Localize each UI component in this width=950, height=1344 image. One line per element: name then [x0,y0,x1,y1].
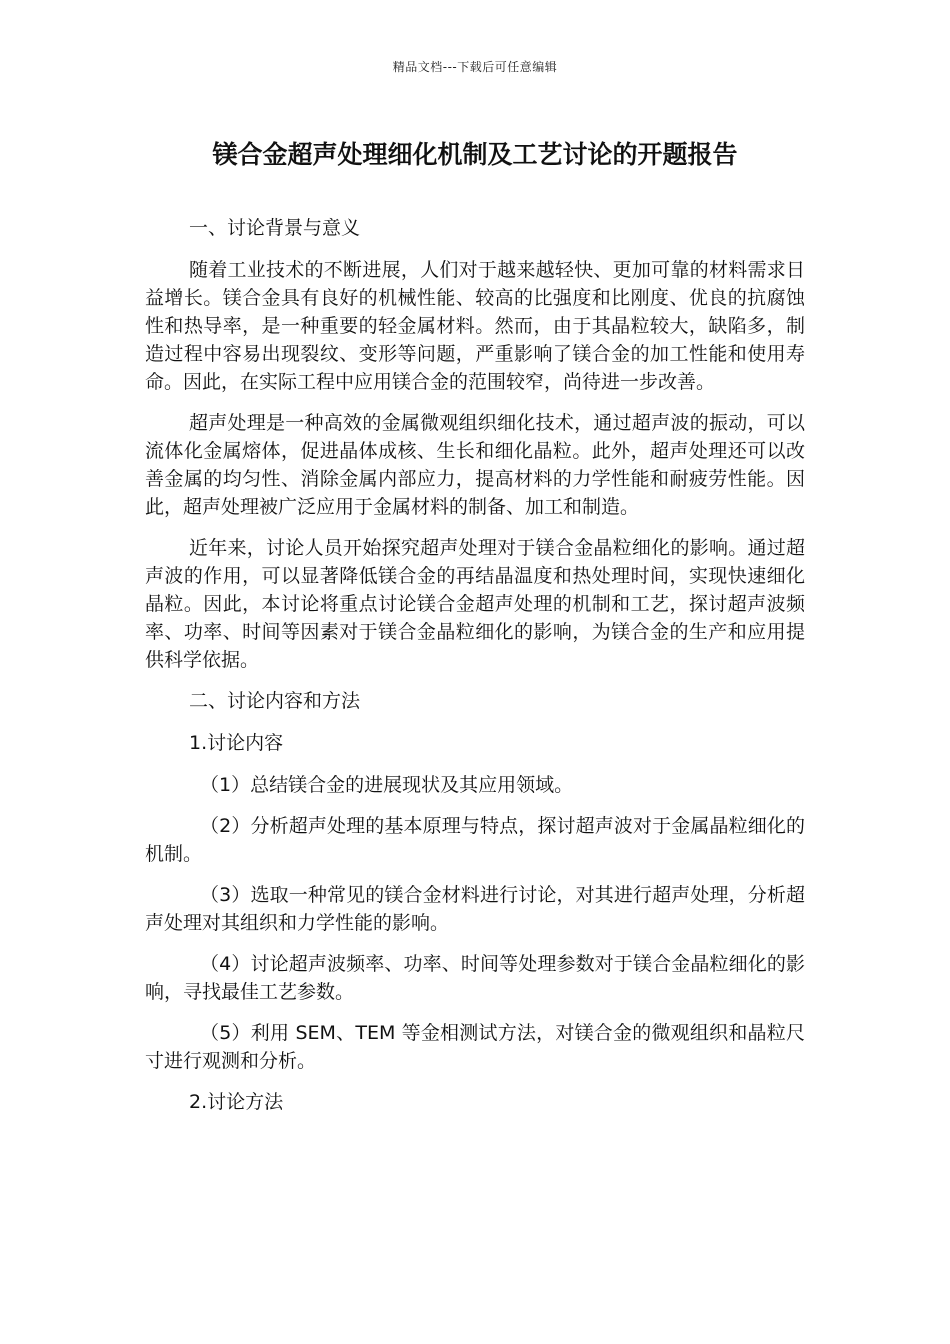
list-item: （3）选取一种常见的镁合金材料进行讨论，对其进行超声处理，分析超声处理对其组织和力学性能的影响。 [145,884,805,934]
paragraph-background-1: 随着工业技术的不断进展，人们对于越来越轻快、更加可靠的材料需求日益增长。镁合金具有良好的机械性能、较高的比强度和比刚度、优良的抗腐蚀性和热导率，是一种重要的轻金属材料。然而，由于其晶粒较大，缺陷多，制造过程中容易出现裂纹、变形等问题，严重影响了镁合金的加工性能和使用寿命。因此，在实际工程中应用镁合金的范围较窄，尚待进一步改善。 [145,259,805,393]
list-item: （1）总结镁合金的进展现状及其应用领域。 [200,774,574,796]
list-item: （4）讨论超声波频率、功率、时间等处理参数对于镁合金晶粒细化的影响，寻找最佳工艺参数。 [145,953,805,1003]
paragraph-background-2: 超声处理是一种高效的金属微观组织细化技术，通过超声波的振动，可以流体化金属熔体，促进晶体成核、生长和细化晶粒。此外，超声处理还可以改善金属的均匀性、消除金属内部应力，提高材料的力学性能和耐疲劳性能。因此，超声处理被广泛应用于金属材料的制备、加工和制造。 [145,412,805,518]
document-body [145,214,805,1130]
header-note: 精品文档---下载后可任意编辑 [392,60,558,74]
list-item: （5）利用 SEM、TEM 等金相测试方法，对镁合金的微观组织和晶粒尺寸进行观测和分析。 [145,1022,805,1072]
section-heading-background: 一、讨论背景与意义 [189,217,361,239]
document-title: 镁合金超声处理细化机制及工艺讨论的开题报告 [212,140,738,169]
section-heading-content-methods: 二、讨论内容和方法 [189,690,361,712]
subheading-research-methods: 2.讨论方法 [189,1091,284,1113]
paragraph-background-3: 近年来，讨论人员开始探究超声处理对于镁合金晶粒细化的影响。通过超声波的作用，可以显著降低镁合金的再结晶温度和热处理时间，实现快速细化晶粒。因此，本讨论将重点讨论镁合金超声处理的机制和工艺，探讨超声波频率、功率、时间等因素对于镁合金晶粒细化的影响，为镁合金的生产和应用提供科学依据。 [145,537,805,671]
subheading-research-content: 1.讨论内容 [189,732,284,754]
list-item: （2）分析超声处理的基本原理与特点，探讨超声波对于金属晶粒细化的机制。 [145,815,805,865]
